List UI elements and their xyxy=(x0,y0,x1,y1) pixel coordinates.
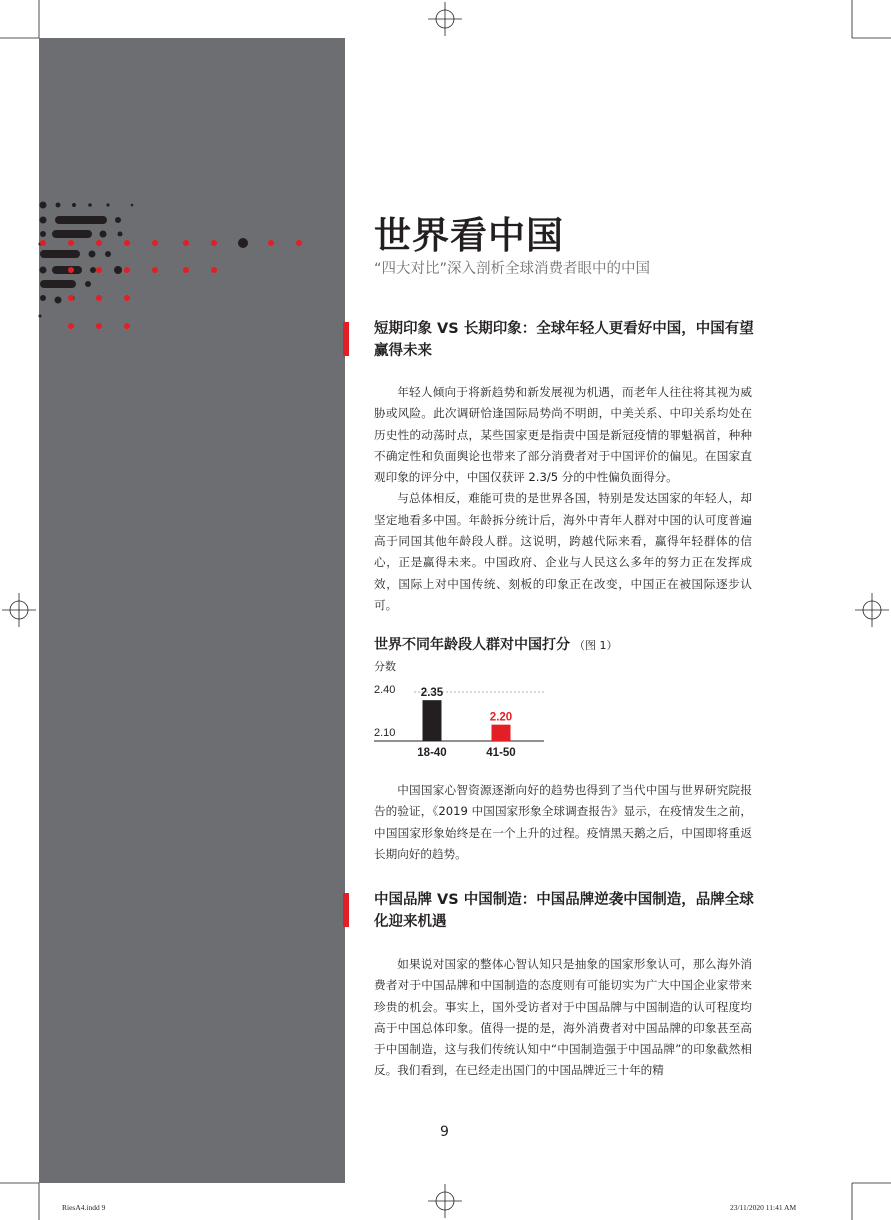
y-axis-label: 分数 xyxy=(374,661,396,673)
section-accent-bar xyxy=(343,893,349,927)
age-score-bar-chart xyxy=(374,655,554,770)
page-number: 9 xyxy=(440,1124,449,1140)
figure-ref: （图 1） xyxy=(574,639,618,652)
section-body xyxy=(374,780,752,865)
section-body xyxy=(374,382,752,616)
page-title: 世界看中国 xyxy=(374,214,564,257)
bar xyxy=(423,700,442,741)
section-heading: 中国品牌 VS 中国制造：中国品牌逆袭中国制造，品牌全球化迎来机遇 xyxy=(374,892,754,930)
x-tick-label: 18-40 xyxy=(417,747,447,759)
paragraph: 与总体相反，难能可贵的是世界各国，特别是发达国家的年轻人，却坚定地看多中国。年龄拆分统计后，海外中青年人群对中国的认可度普遍高于同国其他年龄段人群。这说明，跨越代际来看，赢得年轻群体的信心，正是赢得未来。中国政府、企业与人民这么多年的努力正在发挥成效，国际上对中国传统、刻板的印象正在改变，中国正在被国际逐步认可。 xyxy=(374,491,752,612)
chart-title xyxy=(374,634,618,654)
paragraph: 中国国家心智资源逐渐向好的趋势也得到了当代中国与世界研究院报告的验证，《2019 中国国家形象全球调查报告》显示，在疫情发生之前，中国国家形象始终是在一个上升的过程。疫情黑天鹅之后，中国即将重返长期向好的趋势。 xyxy=(374,783,752,861)
bar xyxy=(492,725,511,741)
x-tick-label: 41-50 xyxy=(486,747,516,759)
paragraph: 如果说对国家的整体心智认知只是抽象的国家形象认可，那么海外消费者对于中国品牌和中国制造的态度则有可能切实为广大中国企业家带来珍贵的机会。事实上，国外受访者对于中国品牌与中国制造的认可程度均高于中国总体印象。值得一提的是，海外消费者对中国品牌的印象甚至高于中国制造，这与我们传统认知中“中国制造强于中国品牌”的印象截然相反。我们看到，在已经走出国门的中国品牌近三十年的精 xyxy=(374,957,752,1078)
bar-value-label: 2.35 xyxy=(420,687,444,700)
paragraph: 年轻人倾向于将新趋势和新发展视为机遇，而老年人往往将其视为威胁或风险。此次调研恰逢国际局势尚不明朗，中美关系、中印关系均处在历史性的动荡时点，某些国家更是指责中国是新冠疫情的罪魁祸首，种种不确定性和负面舆论也带来了部分消费者对于中国评价的偏见。在国家直观印象的评分中，中国仅获评 2.3/5 分的中性偏负面得分。 xyxy=(374,385,752,485)
date-slug: 23/11/2020 11:41 AM xyxy=(730,1203,797,1212)
y-tick-label: 2.10 xyxy=(374,727,396,739)
section-body xyxy=(374,954,752,1082)
file-slug: RiesA4.indd 9 xyxy=(62,1203,106,1212)
y-tick-label: 2.40 xyxy=(374,684,396,696)
section-accent-bar xyxy=(343,322,349,356)
page-subtitle: “四大对比”深入剖析全球消费者眼中的中国 xyxy=(374,261,651,277)
bar-value-label: 2.20 xyxy=(489,711,513,724)
section-heading: 短期印象 VS 长期印象：全球年轻人更看好中国，中国有望赢得未来 xyxy=(374,321,754,359)
chart-title-text: 世界不同年龄段人群对中国打分 xyxy=(374,637,570,653)
